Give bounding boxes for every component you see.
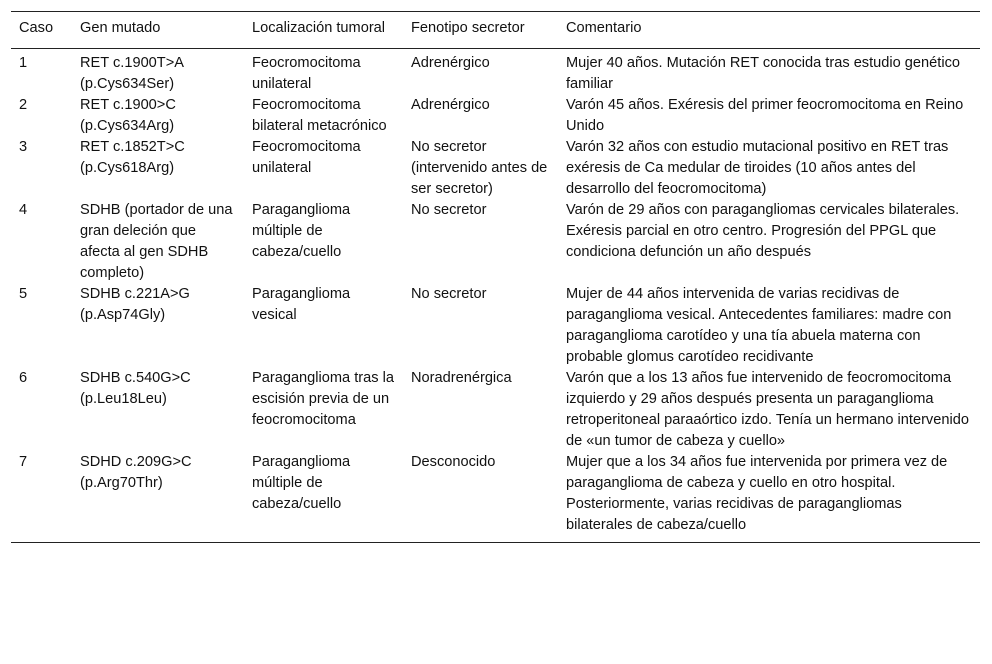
cell-gen-mutado: SDHB c.221A>G (p.Asp74Gly) bbox=[80, 286, 190, 323]
cell-gen-mutado: SDHB c.540G>C (p.Leu18Leu) bbox=[80, 370, 191, 407]
cell-caso: 6 bbox=[19, 370, 28, 386]
cell-localizacion: Feocromocitoma unilateral bbox=[252, 55, 361, 92]
cell-localizacion: Feocromocitoma bilateral metacrónico bbox=[252, 97, 387, 134]
cell-gen-mutado: RET c.1900T>A (p.Cys634Ser) bbox=[80, 55, 184, 92]
cell-comentario: Varón de 29 años con paragangliomas cervicales bilaterales. Exéresis parcial en otro centro. Progresión del PPGL que condiciona defunción un año después bbox=[566, 202, 960, 260]
table-row bbox=[11, 452, 980, 543]
cell-caso: 2 bbox=[19, 97, 28, 113]
cell-caso: 4 bbox=[19, 202, 28, 218]
cell-comentario: Mujer 40 años. Mutación RET conocida tras estudio genético familiar bbox=[566, 55, 960, 92]
cell-fenotipo: Adrenérgico bbox=[411, 55, 490, 71]
cell-comentario: Varón 32 años con estudio mutacional positivo en RET tras exéresis de Ca medular de tiroides (10 años antes del desarrollo del feocromocitoma) bbox=[566, 139, 949, 197]
table-row bbox=[11, 49, 980, 96]
cell-fenotipo: No secretor bbox=[411, 286, 487, 302]
mutations-table-container bbox=[11, 11, 980, 543]
header-row bbox=[11, 12, 980, 49]
table-row bbox=[11, 368, 980, 452]
cell-caso: 7 bbox=[19, 454, 28, 470]
table-row bbox=[11, 200, 980, 284]
cell-gen-mutado: RET c.1900>C (p.Cys634Arg) bbox=[80, 97, 176, 134]
header-comentario: Comentario bbox=[566, 20, 642, 36]
cell-caso: 3 bbox=[19, 139, 28, 155]
header-caso: Caso bbox=[19, 20, 54, 36]
cell-comentario: Varón 45 años. Exéresis del primer feocromocitoma en Reino Unido bbox=[566, 97, 964, 134]
table-row bbox=[11, 95, 980, 137]
cell-comentario: Varón que a los 13 años fue intervenido de feocromocitoma izquierdo y 29 años después presenta un paraganglioma retroperitoneal paraaórtico izdo. Tenía un hermano intervenido de «un tumor de cabeza y cuello» bbox=[566, 370, 969, 449]
cell-gen-mutado: SDHB (portador de una gran deleción que afecta al gen SDHB completo) bbox=[80, 202, 233, 281]
header-fenotipo-secretor: Fenotipo secretor bbox=[411, 20, 525, 36]
cell-caso: 1 bbox=[19, 55, 28, 71]
header-gen-mutado: Gen mutado bbox=[80, 20, 161, 36]
cell-caso: 5 bbox=[19, 286, 28, 302]
cell-fenotipo: No secretor (intervenido antes de ser secretor) bbox=[411, 139, 548, 197]
cell-gen-mutado: SDHD c.209G>C (p.Arg70Thr) bbox=[80, 454, 192, 491]
table-body bbox=[11, 49, 980, 543]
table-header bbox=[11, 12, 980, 49]
cell-localizacion: Paraganglioma tras la escisión previa de un feocromocitoma bbox=[252, 370, 394, 428]
cell-localizacion: Feocromocitoma unilateral bbox=[252, 139, 361, 176]
table-row bbox=[11, 284, 980, 368]
cell-comentario: Mujer de 44 años intervenida de varias recidivas de paraganglioma vesical. Antecedentes familiares: madre con paraganglioma carotídeo y una tía abuela materna con probable glomus carotídeo recidivante bbox=[566, 286, 952, 365]
cell-gen-mutado: RET c.1852T>C (p.Cys618Arg) bbox=[80, 139, 185, 176]
cell-fenotipo: Noradrenérgica bbox=[411, 370, 512, 386]
cell-fenotipo: Adrenérgico bbox=[411, 97, 490, 113]
cell-localizacion: Paraganglioma múltiple de cabeza/cuello bbox=[252, 454, 351, 512]
header-localizacion-tumoral: Localización tumoral bbox=[252, 20, 386, 36]
cell-fenotipo: No secretor bbox=[411, 202, 487, 218]
cell-fenotipo: Desconocido bbox=[411, 454, 496, 470]
table-row bbox=[11, 137, 980, 200]
cell-comentario: Mujer que a los 34 años fue intervenida por primera vez de paraganglioma de cabeza y cuello en otro hospital. Posteriormente, varias recidivas de paragangliomas bilaterales de cabeza/cuello bbox=[566, 454, 948, 533]
cell-localizacion: Paraganglioma múltiple de cabeza/cuello bbox=[252, 202, 351, 260]
mutations-table bbox=[11, 11, 980, 543]
cell-localizacion: Paraganglioma vesical bbox=[252, 286, 351, 323]
